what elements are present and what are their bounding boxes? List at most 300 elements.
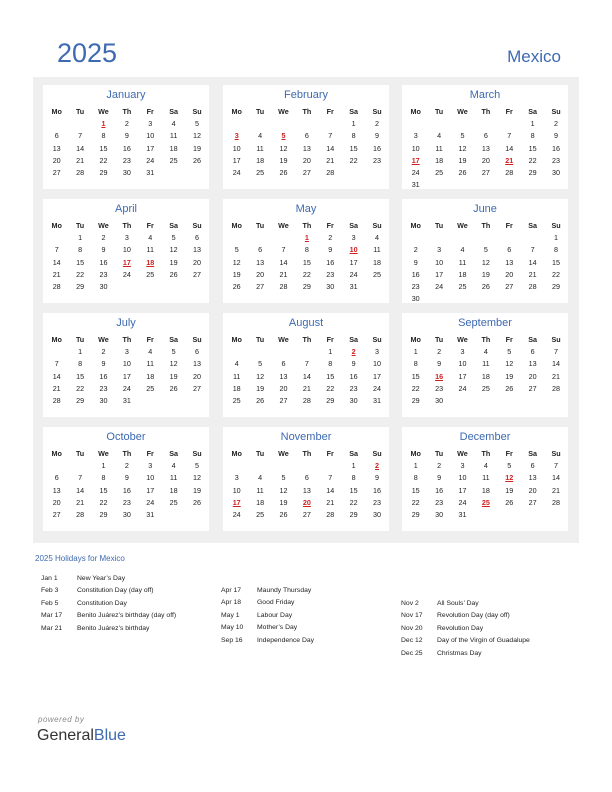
week-row xyxy=(45,232,209,244)
day-cell: 21 xyxy=(326,155,335,165)
day-cell: 14 xyxy=(76,143,85,153)
day-cell: 27 xyxy=(52,167,61,177)
week-row xyxy=(404,257,568,269)
day-cell: 28 xyxy=(528,281,537,291)
empty-cell xyxy=(544,395,567,407)
weekday-header xyxy=(404,220,568,232)
week-row xyxy=(45,269,209,281)
weekday-label: Mo xyxy=(51,107,62,116)
day-cell: 17 xyxy=(458,371,467,381)
empty-cell xyxy=(185,509,208,521)
month-name: July xyxy=(116,317,136,329)
weekday-label: Fr xyxy=(505,221,513,230)
day-cell: 16 xyxy=(122,143,131,153)
day-cell: 11 xyxy=(373,245,381,255)
day-cell: 10 xyxy=(232,485,241,495)
day-cell: 16 xyxy=(373,143,382,153)
holiday-row xyxy=(41,573,176,585)
day-cell: 30 xyxy=(122,167,131,177)
holiday-date: Dec 12 xyxy=(401,637,423,645)
day-cell: 12 xyxy=(458,143,467,153)
holiday-date: Apr 17 xyxy=(221,587,242,594)
weekday-label: Mo xyxy=(410,107,421,116)
weekday-header xyxy=(45,448,209,460)
empty-cell xyxy=(225,346,248,358)
holiday-column-1 xyxy=(41,573,176,635)
day-cell: 17 xyxy=(435,269,444,279)
month-name: March xyxy=(469,89,501,101)
weekday-label: Su xyxy=(551,221,561,230)
day-cell: 29 xyxy=(349,509,358,519)
day-cell: 6 xyxy=(195,347,200,357)
day-cell: 21 xyxy=(552,371,561,381)
day-cell: 29 xyxy=(76,281,85,291)
day-cell: 22 xyxy=(302,269,311,279)
month-name: November xyxy=(280,431,332,443)
day-cell: 17 xyxy=(146,485,155,495)
week-row xyxy=(404,472,568,484)
week-row xyxy=(404,130,568,142)
week-row xyxy=(404,346,568,358)
weekday-label: Tu xyxy=(434,335,444,344)
week-row xyxy=(45,460,209,472)
empty-cell xyxy=(404,232,427,244)
day-cell: 15 xyxy=(411,371,420,381)
day-cell: 13 xyxy=(256,257,265,267)
day-cell: 15 xyxy=(552,257,561,267)
day-cell: 29 xyxy=(528,167,537,177)
weekday-label: Th xyxy=(122,335,132,344)
day-cell: 19 xyxy=(458,155,467,165)
day-cell: 27 xyxy=(302,167,311,177)
month-day-grid xyxy=(45,448,209,521)
month-september xyxy=(402,313,568,417)
day-cell: 18 xyxy=(256,497,265,507)
day-cell: 28 xyxy=(76,167,85,177)
day-cell: 25 xyxy=(146,383,155,393)
weekday-label: Su xyxy=(372,449,382,458)
empty-cell xyxy=(521,179,544,191)
weekday-header xyxy=(404,106,568,118)
day-cell: 18 xyxy=(146,371,155,381)
day-cell: 22 xyxy=(326,383,335,393)
holiday-date: Mar 21 xyxy=(41,624,63,632)
day-cell: 20 xyxy=(193,371,202,381)
month-name: June xyxy=(473,203,497,215)
day-cell: 26 xyxy=(193,497,202,507)
weekday-label: Mo xyxy=(51,335,62,344)
empty-cell xyxy=(295,346,318,358)
weekday-header xyxy=(225,106,389,118)
holiday-row xyxy=(401,610,530,622)
day-cell: 9 xyxy=(124,131,129,141)
day-cell: 4 xyxy=(483,461,488,471)
day-cell: 12 xyxy=(481,257,490,267)
day-cell: 24 xyxy=(411,167,420,177)
day-cell: 30 xyxy=(435,395,444,405)
day-cell: 20 xyxy=(256,269,265,279)
day-cell: 9 xyxy=(101,245,106,255)
day-cell: 29 xyxy=(552,281,561,291)
day-cell: 30 xyxy=(349,395,358,405)
holiday-row xyxy=(221,597,314,609)
holiday-row xyxy=(41,623,176,635)
week-row xyxy=(404,118,568,130)
day-cell: 23 xyxy=(373,155,382,165)
day-cell: 28 xyxy=(302,395,311,405)
empty-cell xyxy=(474,293,497,305)
day-cell: 6 xyxy=(304,131,309,141)
day-cell: 15 xyxy=(326,371,335,381)
holiday-date: Nov 20 xyxy=(401,624,423,632)
day-cell: 11 xyxy=(232,371,241,381)
day-cell: 14 xyxy=(52,257,61,267)
holiday-row xyxy=(221,585,314,597)
day-cell: 22 xyxy=(76,383,85,393)
weekday-label: Mo xyxy=(231,449,242,458)
empty-cell xyxy=(521,395,544,407)
day-cell: 9 xyxy=(328,245,333,255)
week-row xyxy=(404,395,568,407)
day-cell: 11 xyxy=(169,473,178,483)
country-title: Mexico xyxy=(507,47,561,66)
empty-cell xyxy=(427,232,450,244)
week-row xyxy=(45,472,209,484)
day-cell: 11 xyxy=(146,245,154,255)
weekday-label: Mo xyxy=(231,335,242,344)
week-row xyxy=(225,281,389,293)
day-cell: 21 xyxy=(52,269,61,279)
day-cell: 5 xyxy=(258,359,263,369)
weekday-label: Sa xyxy=(169,335,179,344)
weekday-label: Fr xyxy=(505,107,513,116)
empty-cell xyxy=(45,232,68,244)
weekday-header xyxy=(225,448,389,460)
empty-cell xyxy=(521,232,544,244)
month-january xyxy=(43,85,209,189)
holiday-day-cell: 1 xyxy=(101,119,106,129)
holiday-day-cell: 20 xyxy=(302,497,311,507)
day-cell: 3 xyxy=(148,119,153,129)
week-row xyxy=(225,497,389,509)
week-row xyxy=(45,281,209,293)
day-cell: 9 xyxy=(413,257,418,267)
day-cell: 15 xyxy=(76,257,85,267)
holiday-day-cell: 2 xyxy=(351,347,356,357)
day-cell: 5 xyxy=(171,347,176,357)
day-cell: 1 xyxy=(530,119,535,129)
weekday-label: Th xyxy=(302,107,312,116)
weekday-label: We xyxy=(278,449,289,458)
holiday-day-cell: 10 xyxy=(349,245,358,255)
month-day-grid xyxy=(45,220,209,293)
weekday-header xyxy=(225,334,389,346)
holiday-day-cell: 17 xyxy=(122,257,131,267)
day-cell: 13 xyxy=(528,359,537,369)
holiday-date: Feb 3 xyxy=(41,587,59,595)
day-cell: 11 xyxy=(256,485,264,495)
empty-cell xyxy=(115,281,138,293)
holiday-column-3 xyxy=(401,598,530,660)
day-cell: 13 xyxy=(52,485,61,495)
weekday-label: We xyxy=(457,449,468,458)
weekday-label: Tu xyxy=(75,107,85,116)
holiday-row xyxy=(41,598,176,610)
day-cell: 10 xyxy=(232,143,241,153)
week-row xyxy=(45,497,209,509)
day-cell: 29 xyxy=(411,509,420,519)
empty-cell xyxy=(365,167,388,179)
day-cell: 7 xyxy=(530,245,535,255)
day-cell: 4 xyxy=(375,233,380,243)
day-cell: 19 xyxy=(169,257,178,267)
day-cell: 5 xyxy=(483,245,488,255)
brand-blue: Blue xyxy=(93,727,126,744)
day-cell: 9 xyxy=(437,473,442,483)
day-cell: 6 xyxy=(507,245,512,255)
day-cell: 27 xyxy=(481,167,490,177)
weekday-label: Su xyxy=(551,335,561,344)
week-row xyxy=(404,244,568,256)
empty-cell xyxy=(521,509,544,521)
week-row xyxy=(404,293,568,305)
day-cell: 31 xyxy=(373,395,382,405)
week-row xyxy=(225,358,389,370)
day-cell: 14 xyxy=(528,257,537,267)
day-cell: 8 xyxy=(78,359,83,369)
day-cell: 26 xyxy=(232,281,241,291)
day-cell: 25 xyxy=(146,269,155,279)
day-cell: 30 xyxy=(99,395,108,405)
weekday-label: Su xyxy=(372,335,382,344)
day-cell: 17 xyxy=(458,485,467,495)
week-row xyxy=(45,143,209,155)
holiday-name: Christmas Day xyxy=(437,649,482,657)
day-cell: 9 xyxy=(437,359,442,369)
day-cell: 18 xyxy=(458,269,467,279)
year-title: 2025 xyxy=(57,38,118,68)
week-row xyxy=(45,118,209,130)
weekday-label: Su xyxy=(372,107,382,116)
day-cell: 28 xyxy=(552,383,561,393)
day-cell: 27 xyxy=(193,383,202,393)
day-cell: 14 xyxy=(552,473,561,483)
month-day-grid xyxy=(45,106,209,179)
day-cell: 20 xyxy=(302,155,311,165)
weekday-label: Mo xyxy=(231,221,242,230)
day-cell: 5 xyxy=(507,347,512,357)
day-cell: 23 xyxy=(411,281,420,291)
week-row xyxy=(404,497,568,509)
day-cell: 24 xyxy=(349,269,358,279)
day-cell: 20 xyxy=(52,497,61,507)
week-row xyxy=(225,155,389,167)
day-cell: 16 xyxy=(435,485,444,495)
week-row xyxy=(404,269,568,281)
day-cell: 28 xyxy=(52,281,61,291)
day-cell: 3 xyxy=(460,347,465,357)
day-cell: 4 xyxy=(258,131,263,141)
day-cell: 7 xyxy=(54,359,59,369)
day-cell: 5 xyxy=(460,131,465,141)
empty-cell xyxy=(248,460,271,472)
empty-cell xyxy=(498,395,521,407)
weekday-label: Fr xyxy=(146,449,154,458)
day-cell: 22 xyxy=(349,155,358,165)
day-cell: 9 xyxy=(101,359,106,369)
day-cell: 8 xyxy=(78,245,83,255)
holiday-day-cell: 3 xyxy=(234,131,239,141)
week-row xyxy=(45,509,209,521)
holiday-row xyxy=(41,610,176,622)
weekday-label: Sa xyxy=(169,221,179,230)
empty-cell xyxy=(427,179,450,191)
weekday-label: Fr xyxy=(326,449,334,458)
day-cell: 25 xyxy=(481,383,490,393)
holiday-row xyxy=(221,635,314,647)
day-cell: 19 xyxy=(232,269,241,279)
day-cell: 10 xyxy=(146,131,155,141)
day-cell: 26 xyxy=(505,383,514,393)
holiday-day-cell: 18 xyxy=(146,257,155,267)
day-cell: 8 xyxy=(328,359,333,369)
day-cell: 20 xyxy=(279,383,288,393)
day-cell: 5 xyxy=(507,461,512,471)
day-cell: 30 xyxy=(435,509,444,519)
day-cell: 11 xyxy=(256,143,264,153)
holiday-name: Labour Day xyxy=(257,611,293,619)
day-cell: 14 xyxy=(279,257,288,267)
day-cell: 15 xyxy=(349,485,358,495)
holiday-day-cell: 1 xyxy=(304,233,309,243)
week-row xyxy=(225,395,389,407)
day-cell: 21 xyxy=(552,485,561,495)
day-cell: 22 xyxy=(99,155,108,165)
day-cell: 22 xyxy=(411,497,420,507)
day-cell: 26 xyxy=(481,281,490,291)
holiday-name: Constitution Day xyxy=(77,599,127,607)
day-cell: 23 xyxy=(122,155,131,165)
month-name: January xyxy=(106,89,146,101)
weekday-label: Su xyxy=(372,221,382,230)
day-cell: 1 xyxy=(78,233,83,243)
day-cell: 13 xyxy=(52,143,61,153)
weekday-label: We xyxy=(457,335,468,344)
day-cell: 19 xyxy=(505,371,514,381)
day-cell: 23 xyxy=(373,497,382,507)
month-day-grid xyxy=(404,106,568,191)
holiday-name: Constitution Day (day off) xyxy=(77,587,154,595)
day-cell: 4 xyxy=(483,347,488,357)
weekday-label: Su xyxy=(192,107,202,116)
day-cell: 1 xyxy=(351,119,356,129)
month-name: December xyxy=(459,431,511,443)
day-cell: 16 xyxy=(326,257,335,267)
empty-cell xyxy=(451,179,474,191)
months-grid xyxy=(43,85,571,535)
month-june xyxy=(402,199,568,303)
empty-cell xyxy=(272,346,295,358)
day-cell: 31 xyxy=(458,509,467,519)
day-cell: 11 xyxy=(482,359,490,369)
day-cell: 25 xyxy=(373,269,382,279)
day-cell: 28 xyxy=(552,497,561,507)
day-cell: 3 xyxy=(124,347,129,357)
day-cell: 29 xyxy=(76,395,85,405)
day-cell: 17 xyxy=(349,257,358,267)
day-cell: 25 xyxy=(458,281,467,291)
holiday-row xyxy=(221,610,314,622)
day-cell: 22 xyxy=(76,269,85,279)
weekday-label: We xyxy=(98,107,109,116)
holiday-date: Jan 1 xyxy=(41,575,58,582)
empty-cell xyxy=(521,293,544,305)
day-cell: 8 xyxy=(413,473,418,483)
empty-cell xyxy=(272,232,295,244)
day-cell: 8 xyxy=(304,245,309,255)
day-cell: 5 xyxy=(281,473,286,483)
day-cell: 13 xyxy=(193,245,202,255)
day-cell: 13 xyxy=(302,485,311,495)
empty-cell xyxy=(162,509,185,521)
month-day-grid xyxy=(404,334,568,407)
day-cell: 23 xyxy=(122,497,131,507)
day-cell: 28 xyxy=(76,509,85,519)
day-cell: 2 xyxy=(554,119,559,129)
empty-cell xyxy=(319,460,342,472)
weekday-label: We xyxy=(98,449,109,458)
day-cell: 24 xyxy=(146,497,155,507)
day-cell: 31 xyxy=(122,395,131,405)
empty-cell xyxy=(248,118,271,130)
day-cell: 27 xyxy=(302,509,311,519)
day-cell: 11 xyxy=(482,473,490,483)
day-cell: 30 xyxy=(326,281,335,291)
day-cell: 22 xyxy=(552,269,561,279)
day-cell: 16 xyxy=(552,143,561,153)
day-cell: 7 xyxy=(328,131,333,141)
day-cell: 27 xyxy=(528,383,537,393)
weekday-header xyxy=(225,220,389,232)
day-cell: 4 xyxy=(437,131,442,141)
day-cell: 19 xyxy=(256,383,265,393)
day-cell: 29 xyxy=(302,281,311,291)
empty-cell xyxy=(68,118,91,130)
weekday-label: Mo xyxy=(410,221,421,230)
day-cell: 29 xyxy=(99,167,108,177)
day-cell: 14 xyxy=(326,485,335,495)
weekday-label: Fr xyxy=(326,335,334,344)
day-cell: 10 xyxy=(458,473,467,483)
day-cell: 8 xyxy=(101,473,106,483)
weekday-label: Su xyxy=(551,449,561,458)
weekday-header xyxy=(45,334,209,346)
week-row xyxy=(45,130,209,142)
empty-cell xyxy=(498,118,521,130)
day-cell: 16 xyxy=(99,371,108,381)
day-cell: 31 xyxy=(146,509,155,519)
holiday-date: Nov 2 xyxy=(401,600,419,607)
day-cell: 23 xyxy=(435,383,444,393)
weekday-label: Sa xyxy=(528,449,538,458)
empty-cell xyxy=(498,293,521,305)
month-november xyxy=(223,427,389,531)
generalblue-logo[interactable] xyxy=(37,727,126,745)
day-cell: 27 xyxy=(193,269,202,279)
weekday-label: Th xyxy=(481,107,491,116)
day-cell: 11 xyxy=(458,257,467,267)
day-cell: 6 xyxy=(483,131,488,141)
